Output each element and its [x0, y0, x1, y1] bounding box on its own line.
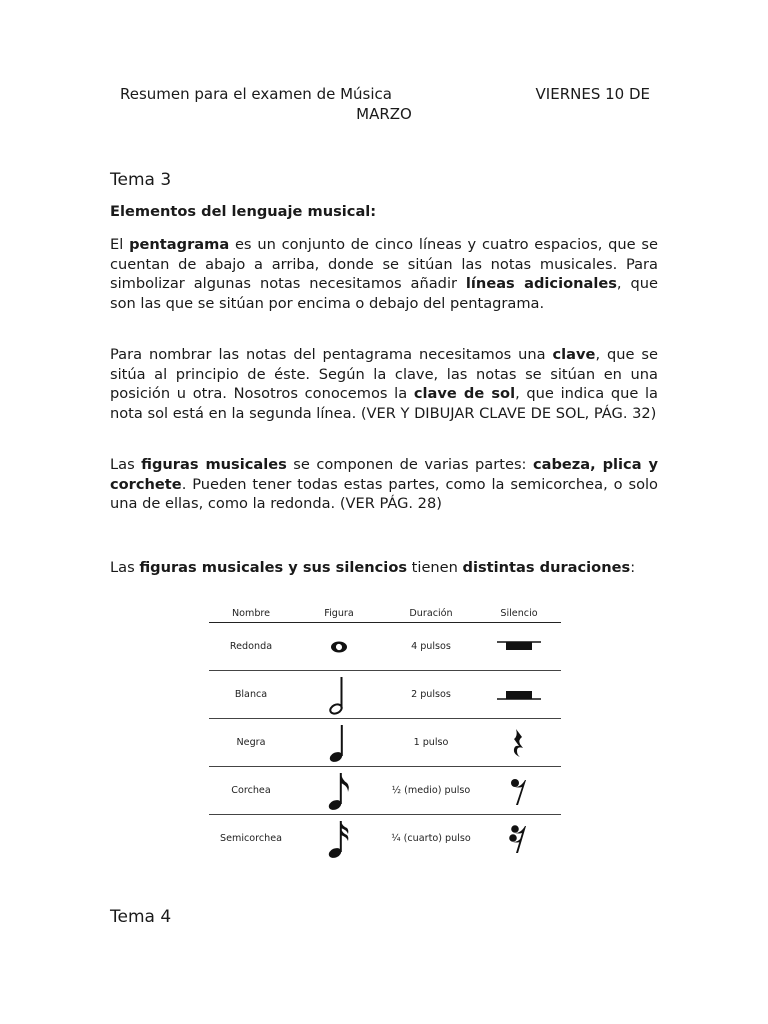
cell-nombre: Blanca — [209, 671, 293, 719]
header-title: Resumen para el examen de Música — [120, 85, 392, 103]
half-note-icon — [293, 671, 385, 719]
table-row — [209, 767, 561, 815]
cell-nombre: Redonda — [209, 623, 293, 671]
column-header-silencio: Silencio — [477, 604, 561, 623]
heading-tema-3: Tema 3 — [110, 170, 172, 190]
fraction-quarter: ¼ — [391, 833, 401, 844]
heading-tema-4: Tema 4 — [110, 907, 172, 927]
whole-rest-icon — [477, 623, 561, 671]
column-header-duracion: Duración — [385, 604, 477, 623]
paragraph-figuras: Las figuras musicales se componen de varias partes: cabeza, plica y corchete. Pueden tener todas estas partes, como la semicorchea, o solo una de ellas, como la redonda. (VER PÁG. 28) — [110, 456, 658, 513]
cell-duracion: 4 pulsos — [385, 623, 477, 671]
whole-note-icon — [293, 623, 385, 671]
quarter-note-icon — [293, 719, 385, 767]
cell-duracion: ½ (medio) pulso — [385, 767, 477, 815]
half-rest-icon — [477, 671, 561, 719]
table-header-row — [209, 604, 561, 623]
cell-nombre: Corchea — [209, 767, 293, 815]
table-row — [209, 671, 561, 719]
paragraph-duraciones: Las figuras musicales y sus silencios tienen distintas duraciones: — [110, 559, 636, 576]
fraction-half: ½ — [391, 785, 402, 796]
cell-duracion: ¼ (cuarto) pulso — [391, 833, 471, 844]
quarter-rest-icon — [477, 719, 561, 767]
document-header — [110, 84, 658, 124]
cell-duracion: 2 pulsos — [385, 671, 477, 719]
cell-nombre: Semicorchea — [219, 833, 283, 844]
cell-duracion: 1 pulso — [385, 719, 477, 767]
paragraph-clave: Para nombrar las notas del pentagrama necesitamos una clave, que se sitúa al principio de éste. Según la clave, las notas se sitúan en una posición u otra. Nosotros conocemos la clave de sol, que indica que la nota sol está en la segunda línea. (VER Y DIBUJAR CLAVE DE SOL, PÁG. 32) — [110, 346, 658, 422]
eighth-note-icon — [293, 767, 385, 815]
sixteenth-rest-icon — [477, 815, 561, 863]
column-header-figura: Figura — [293, 604, 385, 623]
eighth-rest-icon — [477, 767, 561, 815]
cell-nombre: Negra — [209, 719, 293, 767]
table-row — [209, 815, 561, 863]
paragraph-pentagrama: El pentagrama es un conjunto de cinco líneas y cuatro espacios, que se cuentan de abajo a arriba, donde se sitúan las notas musicales. Para simbolizar algunas notas necesitamos añadir líneas adicionales, que son las que se sitúan por encima o debajo del pentagrama. — [110, 236, 658, 312]
table-row — [209, 719, 561, 767]
sixteenth-note-icon — [293, 815, 385, 863]
section-subtitle: Elementos del lenguaje musical: — [110, 203, 377, 220]
header-date: VIERNES 10 DE — [535, 85, 650, 103]
table-row — [209, 623, 561, 671]
figures-duration-table — [209, 604, 561, 862]
column-header-nombre: Nombre — [209, 604, 293, 623]
header-date-continued: MARZO — [356, 105, 412, 123]
